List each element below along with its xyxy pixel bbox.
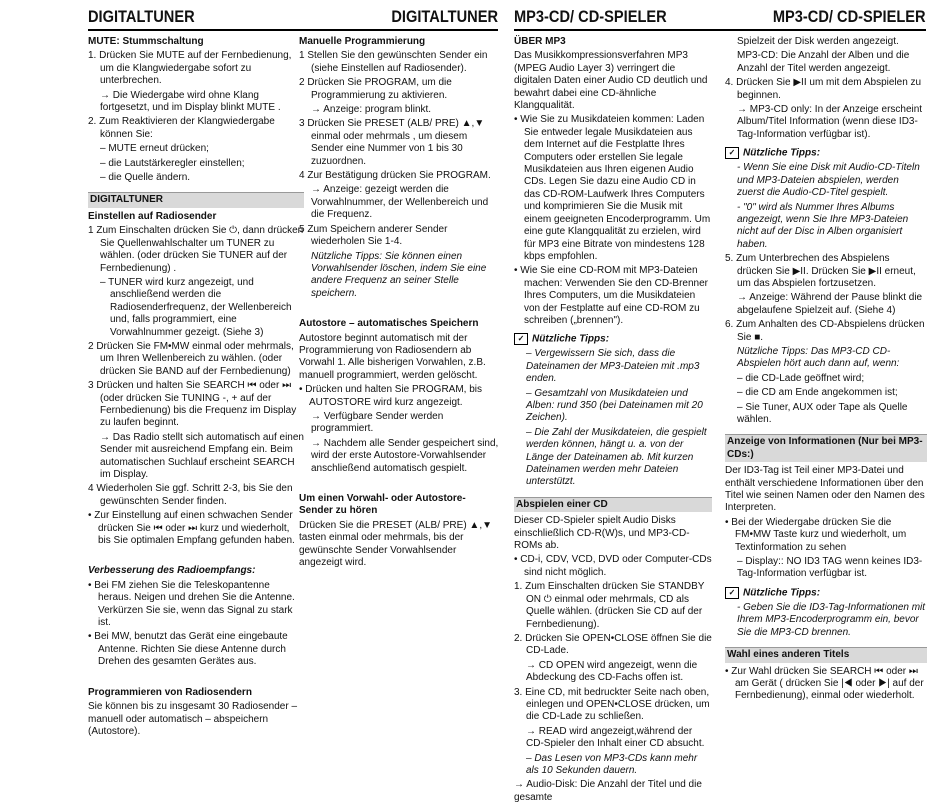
numbered-step: 1 Zum Einschalten drücken Sie ⏻, dann drücken Sie Quellenwahlschalter um TUNER zu wählen. (oder drücken Sie TUNER auf der Fernbedienung) . [88, 225, 304, 274]
column-4 [725, 36, 927, 705]
numbered-step: 1. Drücken Sie MUTE auf der Fernbedienung, um die Klangwiedergabe sofort zu unterbrechen. [88, 50, 292, 87]
bullet-item: • Bei FM ziehen Sie die Teleskopantenne heraus. Neigen und drehen Sie die Antenne. Verkürzen Sie sie, wenn das Signal zu stark ist. [88, 579, 295, 629]
tip-line: – Das Lesen von MP3-CDs kann mehr als 10 Sekunden dauern. [526, 752, 698, 776]
bullet-item: • CD-i, CDV, VCD, DVD oder Computer-CDs sind nicht möglich. [514, 554, 712, 578]
indented-line: MP3-CD: Die Anzahl der Alben und die Anzahl der Titel werden angezeigt. [737, 50, 910, 74]
paragraph: Drücken Sie die PRESET (ALB/ PRE) ▲,▼ tasten einmal oder mehrmals, bis der gewünschte Sender Vorwahlsender angezeigt wird. [299, 519, 493, 569]
section-heading: Autostore – automatisches Speichern [299, 318, 479, 330]
indented-line: – Sie Tuner, AUX oder Tape als Quelle wählen. [737, 401, 908, 426]
numbered-step: 5 Zum Speichern anderer Sender wiederholen Sie 1-4. [299, 223, 448, 248]
section-heading: Programmieren von Radiosendern [88, 686, 252, 698]
bullet-item: • Zur Einstellung auf einen schwachen Sender drücken Sie ⏮ oder ⏭ kurz und wiederholt, bis Sie optimalen Empfang gefunden haben. [88, 510, 295, 547]
paragraph: Dieser CD-Spieler spielt Audio Disks einschließlich CD-R(W)s, und MP3-CD-ROMs ab. [514, 515, 690, 552]
numbered-step: 4 Zur Bestätigung drücken Sie PROGRAM. [299, 170, 491, 182]
indented-line: – TUNER wird kurz angezeigt, und anschließend werden die Radiosenderfrequenz, der Wellenbereich und, falls programmiert, eine Vorwahlnummer gezeigt. (Siehe 3) [100, 276, 292, 338]
tip-line: Nützliche Tipps: Das MP3-CD CD-Abspielen hört auch dann auf, wenn: [737, 345, 900, 370]
bullet-item: • Wie Sie eine CD-ROM mit MP3-Dateien machen: Verwenden Sie den CD-Brenner Ihres Computers, um die Musikdateien von der Festplatte auf eine CD-ROM zu schreiben („brennen"). [514, 265, 708, 326]
paragraph: Sie können bis zu insgesamt 30 Radiosender – manuell oder automatisch – abspeichern (Autostore). [88, 701, 298, 737]
section-bar: DIGITALTUNER [88, 192, 304, 207]
subheading: Verbesserung des Radioempfangs: [88, 565, 256, 577]
bullet-item: • Zur Wahl drücken Sie SEARCH ⏮ oder ⏭ am Gerät ( drücken Sie |◀ oder ▶| auf der Fernbedienung), einmal oder wiederholt. [725, 665, 924, 702]
indented-line: – die Quelle ändern. [100, 172, 191, 184]
spacer [88, 549, 304, 557]
section-heading: Einstellen auf Radiosender [88, 210, 217, 222]
header-rule-1 [88, 29, 498, 31]
spacer [88, 671, 304, 679]
indented-line: → CD OPEN wird angezeigt, wenn die Abdeckung des CD-Fachs offen ist. [526, 659, 698, 684]
bullet-item: • Wie Sie zu Musikdateien kommen: Laden Sie entweder legale Musikdateien aus dem Internet auf die Festplatte Ihres Computers oder erstellen Sie legale Musikdateien aus Ihren eigenen Audio CDs. Legen Sie dazu eine Audio CD in das CD-ROM-Laufwerk Ihres Computers und komprimieren Sie die Musik mit einem geeigneten Encoderprogramm. Um eine gute Klangqualität zu erzielen, wird für MP3 eine Bitrate von mindestens 128 kbps empfohlen. [514, 114, 711, 262]
page-header-left-1: DIGITALTUNER [88, 7, 195, 26]
tip-line: - "0" wird als Nummer Ihres Albums angezeigt, wenn Sie Ihre MP3-Dateien nicht auf der Disc in Alben organisiert haben. [737, 201, 909, 250]
numbered-step: 5. Zum Unterbrechen des Abspielens drücken Sie ▶II. Drücken Sie ▶II erneut, um das Abspielen fortzusetzen. [725, 253, 916, 289]
indented-line: → Anzeige: Während der Pause blinkt die abgelaufene Spielzeit auf. (Siehe 4) [737, 292, 923, 316]
column-3 [514, 36, 712, 806]
page-header-right-1: DIGITALTUNER [391, 7, 498, 26]
numbered-step: 2 Drücken Sie FM•MW einmal oder mehrmals, um Ihren Wellenbereich zu wählen. (oder drücken Sie BAND auf der Fernbedienung) [88, 340, 294, 377]
indented-line: → Verfügbare Sender werden programmiert. [311, 410, 444, 435]
paragraph: Autostore beginnt automatisch mit der Programmierung von Radiosendern ab Vorwahl 1. Alle bisherigen Vorwahlen, z.B. manuell programmiert, werden gelöscht. [299, 332, 486, 381]
section-heading: ÜBER MP3 [514, 36, 566, 47]
indented-line: Spielzeit der Disk werden angezeigt. [737, 36, 899, 47]
tips-heading-text: Nützliche Tipps: [532, 333, 610, 345]
tips-heading [514, 333, 712, 346]
tip-line: - Wenn Sie eine Disk mit Audio-CD-Titeln und MP3-Dateien abspielen, werden zuerst die Audio-CD-Titel gespielt. [737, 162, 920, 199]
tips-heading [725, 147, 927, 160]
indented-line: – Display:: NO ID3 TAG wenn keines ID3-Tag-Information verfügbar ist. [737, 556, 923, 580]
numbered-step: 3. Eine CD, mit bedruckter Seite nach oben, einlegen und OPEN•CLOSE drücken, um die CD-Lade zu schließen. [514, 686, 710, 723]
bullet-item: • Drücken und halten Sie PROGRAM, bis AUTOSTORE wird kurz angezeigt. [299, 384, 483, 408]
indented-line: → Anzeige: gezeigt werden die Vorwahlnummer, der Wellenbereich und die Frequenz. [311, 184, 489, 221]
indented-line: – MUTE erneut drücken; [100, 143, 209, 155]
numbered-step: 3 Drücken und halten Sie SEARCH ⏮ oder ⏭ (oder drücken Sie TUNING -, + auf der Fernbedienung) bis die Frequenz im Display zu laufen beginnt. [88, 380, 297, 429]
tip-line: – Gesamtzahl von Musikdateien und Alben: rund 350 (bei Dateinamen mit 20 Zeichen). [526, 387, 703, 424]
section-bar: Wahl eines anderen Titels [725, 647, 927, 662]
column-2 [299, 36, 499, 571]
indented-line: → MP3-CD only: In der Anzeige erscheint Album/Titel Information (wenn diese ID3-Tag-Information verfügbar ist). [737, 104, 923, 140]
indented-line: → Nachdem alle Sender gespeichert sind, wird der erste Autostore-Vorwahlsender anschließend automatisch gespielt. [311, 437, 499, 474]
paragraph: Das Musikkompressionsverfahren MP3 (MPEG Audio Layer 3) verringert die digitalen Daten einer Audio CD deutlich und bewahrt dabei eine CD-ähnliche Klangqualität. [514, 50, 708, 112]
indented-line: – die CD am Ende angekommen ist; [737, 387, 898, 399]
numbered-step: 2. Zum Reaktivieren der Klangwiedergabe können Sie: [88, 116, 275, 140]
indented-line: → Anzeige: program blinkt. [311, 104, 432, 116]
numbered-step: 3 Drücken Sie PRESET (ALB/ PRE) ▲,▼ einmal oder mehrmals , um diesem Sender eine Nummer von 1 bis 30 zuzuordnen. [299, 118, 485, 167]
tip-check-icon: ✓ [725, 147, 739, 159]
indented-line: – die CD-Lade geöffnet wird; [737, 372, 865, 384]
tip-check-icon: ✓ [514, 333, 528, 345]
bullet-item: • Bei MW, benutzt das Gerät eine eingebaute Antenne. Richten Sie diese Antenne durch Drehen des gesamten Gerätes aus. [88, 631, 288, 668]
indented-line: – die Lautstärkeregler einstellen; [100, 157, 245, 169]
tip-line: - Geben Sie die ID3-Tag-Informationen mit Ihrem MP3-Encoderprogramm ein, bevor Sie die MP3-CD brennen. [737, 601, 926, 638]
bullet-item: • Bei der Wiedergabe drücken Sie die FM•MW Taste kurz und wiederholt, um Textinformation zu sehen [725, 516, 907, 553]
section-bar: Abspielen einer CD [514, 497, 712, 512]
numbered-step: 1. Zum Einschalten drücken Sie STANDBY ON ⏻ einmal oder mehrmals, CD als Quelle wählen. (drücken Sie CD auf der Fernbedienung). [514, 581, 705, 630]
numbered-step: 1 Stellen Sie den gewünschten Sender ein (siehe Einstellen auf Radiosender). [299, 50, 488, 74]
numbered-step: 6. Zum Anhalten des CD-Abspielens drücken Sie ■. [725, 319, 925, 343]
numbered-step: 4. Drücken Sie ▶II um mit dem Abspielen zu beginnen. [725, 77, 922, 101]
indented-line: → READ wird angezeigt,während der CD-Spieler den Inhalt einer CD absucht. [526, 725, 705, 750]
page-header-left-2: MP3-CD/ CD-SPIELER [514, 7, 667, 26]
section-bar: Anzeige von Informationen (Nur bei MP3-CDs:) [725, 434, 927, 462]
paragraph: → Audio-Disk: Die Anzahl der Titel und die gesamte [514, 779, 702, 803]
section-heading: Manuelle Programmierung [299, 36, 426, 47]
numbered-step: 2. Drücken Sie OPEN•CLOSE öffnen Sie die CD-Lade. [514, 632, 712, 657]
tip-line: – Vergewissern Sie sich, dass die Dateinamen der MP3-Dateien mit .mp3 enden. [526, 348, 700, 385]
header-rule-2 [514, 29, 926, 31]
tip-check-icon: ✓ [725, 587, 739, 599]
numbered-step: 2 Drücken Sie PROGRAM, um die Programmierung zu aktivieren. [299, 77, 452, 101]
paragraph: Der ID3-Tag ist Teil einer MP3-Datei und enthält verschiedene Informationen über den Titel wie seinen Namen oder den Namen des Interpreten. [725, 465, 925, 514]
numbered-step: 4 Wiederholen Sie ggf. Schritt 2-3, bis Sie den gewünschten Sender finden. [88, 483, 293, 507]
spacer [299, 477, 499, 485]
tips-heading [725, 587, 927, 600]
tips-heading-text: Nützliche Tipps: [743, 587, 821, 599]
tip-line: Nützliche Tipps: Sie können einen Vorwahlsender löschen, indem Sie eine andere Frequenz an seiner Stelle speichern. [311, 250, 487, 299]
section-heading: MUTE: Stummschaltung [88, 36, 204, 47]
column-1 [88, 36, 304, 740]
tips-heading-text: Nützliche Tipps: [743, 147, 821, 159]
indented-line: → Das Radio stellt sich automatisch auf einen Sender mit ausreichend Empfang ein. Beim automatischen Suchlauf erscheint SEARCH im Display. [100, 431, 304, 480]
page-header-right-2: MP3-CD/ CD-SPIELER [773, 7, 926, 26]
indented-line: → Die Wiedergabe wird ohne Klang fortgesetzt, und im Display blinkt MUTE . [100, 89, 281, 114]
spacer [299, 302, 499, 310]
section-heading: Um einen Vorwahl- oder Autostore-Sender zu hören [299, 493, 466, 517]
tip-line: – Die Zahl der Musikdateien, die gespielt werden können, hängt u. a. von der Länge der Dateinamen ab. Mit kurzen Dateinamen werden mehr Dateien unterstützt. [526, 426, 707, 488]
